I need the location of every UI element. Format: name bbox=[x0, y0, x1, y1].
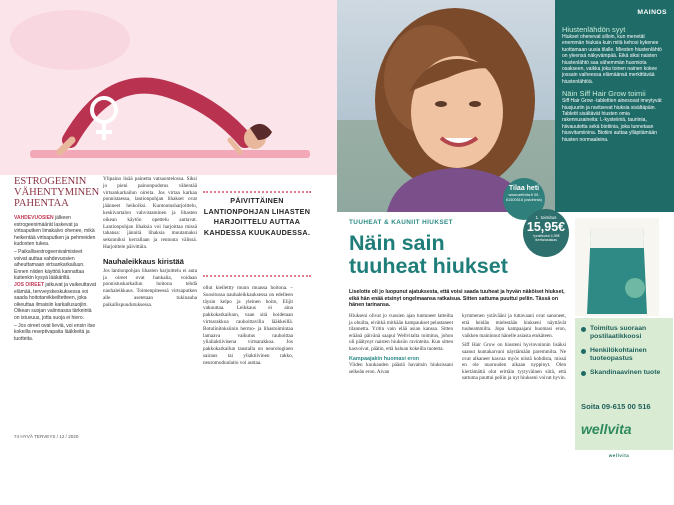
product-brand: wellvita bbox=[608, 453, 630, 458]
sidebar-heading-1: Hiustenlähdön syyt bbox=[562, 25, 626, 34]
advert-tag: MAINOS bbox=[637, 9, 667, 16]
lede-bold: VAHDEVUOSIEN bbox=[14, 215, 54, 221]
lede-paragraph-4: – Jos oireet ovat lieviä, voi ensin itse kokeilla reseptivapaita lääkkeitä ja tuotteita. bbox=[14, 322, 96, 342]
benefit-label: Skandinaavinen tuote bbox=[590, 369, 661, 376]
benefit-label: Toimitus suoraan postilaatikkoosi bbox=[590, 325, 647, 340]
product-name: Siff Hair Grow bbox=[597, 479, 636, 500]
r-col2-text-2: Siff Hair Grow on hiusteni hyvinvoinnin lisäksi saanut kuntakarvani näyttämään paremmilta. Ne ovat alkaneet kasvaa myös niistä kohdista, missä en ole nuoruuden aikaan nyppinyt. Olen kiertämättä olut erittäin tyytyväinen siitä, että sattuma puuttui peliin ja nyt hiukseni voivat hyvin. bbox=[462, 342, 566, 382]
benefit-item bbox=[581, 347, 667, 363]
left-sidebar-column bbox=[14, 176, 100, 342]
price-value: 15,95€ bbox=[526, 220, 566, 234]
price-badge bbox=[523, 209, 569, 257]
bullet-icon bbox=[581, 371, 586, 376]
pullquote-divider-top bbox=[203, 191, 311, 193]
col2-text: Ylipaino lisää painetta vatsaontelossa. Siksi jo pieni painonpudotus vähentää virtsankarkailun oireita. Jos virtaa karkaa ponnistaessa, lantionpohjan lihakset ovat jäänneet heikoiksi. Kuntoutusharjoittelu, keskivartalon vahvistaminen ja lihasten oikean käytön opettelu auttavat. Lantionpohjan lihaksia voi harjoittaa missä tahansa: jännitä lihaksia muutamaksi sekunniksi kerrallaan ja rentouta välissä. Harjoittele päivittäin. bbox=[103, 176, 197, 250]
col2-subheading: Nauhaleikkaus kiristää bbox=[103, 256, 184, 266]
pullquote-box bbox=[203, 175, 333, 275]
pullquote: PÄIVITTÄINEN LANTIONPOHJAN LIHASTEN HARJOITTELU AUTTAA KAHDESSA KUUKAUDESSA. bbox=[203, 196, 311, 237]
sidebar-text-1: Hiukset ohenevat silloin, kun menetät enemmän hiuksia kuin mitä kehosi kykenee tuottamaan uusia tilalle. Miesten hiustenlähtö on yleensä näkyvämpää. Eikä siksi naisten hiustenlähtö saa vähemmän huomiota osakseen, vaikka joka toinen nainen kokee jossain vaiheessa elämäänsä merkittävää hiustenlähtöä. bbox=[562, 34, 662, 85]
left-body-column-3 bbox=[203, 285, 293, 367]
product-pouch-image bbox=[575, 218, 659, 316]
order-now-title: Tilaa heti bbox=[508, 185, 540, 192]
article-headline: Näin sain tuuheat hiukset bbox=[349, 231, 508, 278]
r-col1-text: Hiukseni olivat jo vuosien ajan tuntuneet latteilta ja ohuilta, eivätkä mitkään kampaukset pelastaneet tilannetta. Yritin vain elää asian kanssa. Sitten eräänä päivänä saapui Wellvitalta toimitus, johon oli päätynyt naisten hiuksiin ravinteita. Kun sitten kasvoivat, päätin, että haluan kokeilla tuotetta. bbox=[349, 313, 453, 352]
benefit-item bbox=[581, 325, 667, 341]
r-col2-text: kymmenen ystävääni ja tuttavaani ovat sanoneet, että heidän mielestään hiukseni näyttävät tuuheammilta. Jopa kampaajani huomasi eron, vaikken maininnut hänelle asiasta etukäteen. bbox=[462, 313, 566, 339]
lede-paragraph-2: – Paikallisestrogeenivalmisteet voivat auttaa vahdevuosien aiheuttamaan virtsankarkailuun. Ennen niiden käyttöä kannattaa kuitenkin kysyä lääkäriltä. bbox=[14, 248, 85, 282]
right-body-column-1 bbox=[349, 313, 453, 375]
right-body-column-2 bbox=[462, 313, 566, 382]
col3-text: ollut kiellettty muun muassa hoitona. – Suositussa nauhaleikkauksessa on edelleen täysin kelpo ja yleinen hoito, Elijit vakuuttaa. Leikkaus ei aina pakkokarkailuun, vaan sitä hoidetaan virtsarakkoa rauhoittavilla lääkkeillä. Botulinitoksiinin hermo- ja lihastoimintaa lamaava vaikutus rauhoittaa ylialiaktiivisena virtsarakkoa. Jos pakkokarkailun taustalla on neurologinen sairaus tai yliaktiivinen rakko, neuromoduulatio voi auttaa. bbox=[203, 285, 293, 366]
lede-paragraph bbox=[14, 215, 96, 248]
left-page bbox=[0, 0, 337, 450]
benefit-label: Henkilökohtainen tuoteopastus bbox=[590, 347, 647, 362]
lede-3-text: jatkuvat ja vaikeuttavat elämää, tervveyskeskuksessa voi saada hoitotarvikkeiltetteen, joka oikeuttaa ilmaisiin karkailusuojiin. Oikean suojan valinnassa tärkeintä on istuvuus, jotta suoja ei hiero. bbox=[14, 281, 96, 321]
wellvita-logo: wellvita bbox=[581, 421, 632, 437]
call-phone-number[interactable]: Soita 09-615 00 516 bbox=[581, 402, 651, 411]
lede-text: jälkeen estrogeenimäärät laskevat ja virtsaputken limakalvo ohenee, mikä heikentää virtsaputken ja pehmeiden kudosten tukea. bbox=[14, 215, 96, 248]
yoga-illustration bbox=[0, 0, 337, 175]
price-label: 1. toimitus bbox=[535, 215, 557, 220]
sidebar-heading-2: Näin Siff Hair Grow toimii bbox=[562, 89, 646, 99]
left-body-column-2 bbox=[103, 176, 197, 309]
bullet-icon bbox=[581, 327, 586, 332]
woman-bridge-pose-image bbox=[0, 0, 337, 175]
order-now-contact: www.wellvita.fi 09-61500516 (ostohinta) bbox=[506, 193, 542, 202]
sidebar-text-2: Siff Hair Grow -tablettien ainesosat imeytyvät hiusjuuriin ja ravitsevat hiuksia sisältäpäin. Tabletit sisältävät hiusten omia rakennusaineita: L-kysteiiniä, tauriinia, hiivauutetta sekä biotiinia, joka tunnetaan hiusvitamiinina. Biotiini auttaa ylläpitämään hiusten normaaleina. bbox=[562, 98, 662, 143]
r-col1-subheading: Kampaajakin huomasi eron bbox=[349, 355, 420, 362]
benefits-box bbox=[575, 318, 673, 450]
price-shipping: +postikulut 4,95€ /kerta/asiakas bbox=[532, 234, 560, 243]
article-kicker: TUUHEAT & KAUNIIT HIUKSET bbox=[349, 219, 453, 226]
page-footer: 74 HYVÄ TERVEYS / 12 / 2020 bbox=[14, 434, 79, 439]
advert-sidebar bbox=[555, 0, 674, 212]
r-col1-text-2: Viiden kuukauden päästä havaitsin hiuksissani selkeän eron. Aivan bbox=[349, 362, 453, 375]
lede-3-bold: JOS OIREET bbox=[14, 281, 45, 288]
product-subtitle: for Hair, Nails & Skin bbox=[597, 501, 630, 505]
col2-text-2: Jos lantionpohjan lihasten harjoittelu ei auta ja oireet ovat hankalia, voidaan ponnistuskarkailun hoitona tehdä nauhaleikkaus. Toimenpiteessä virtsaputken alle asetetaan tukinauha paikallispuudutuksessa. bbox=[103, 267, 197, 308]
article-ingress: Liselotte oli jo luopunut ajatuksesta, että voisi saada tuuheat ja hyvän näköiset hiukset, eikä hän enää etsinyt ongelmaansa ratkaisua. Sitten sattuma puuttui peliin. Tässä on hänen tarinansa. bbox=[349, 289, 565, 309]
pullquote-divider-bottom bbox=[203, 275, 311, 277]
bullet-icon bbox=[581, 349, 586, 354]
benefit-item bbox=[581, 369, 667, 377]
lede-paragraph-3 bbox=[14, 282, 96, 322]
left-headline: ESTROGEENIN VÄHENTYMINEN PAHENTAA bbox=[14, 176, 100, 209]
right-page bbox=[337, 0, 674, 505]
